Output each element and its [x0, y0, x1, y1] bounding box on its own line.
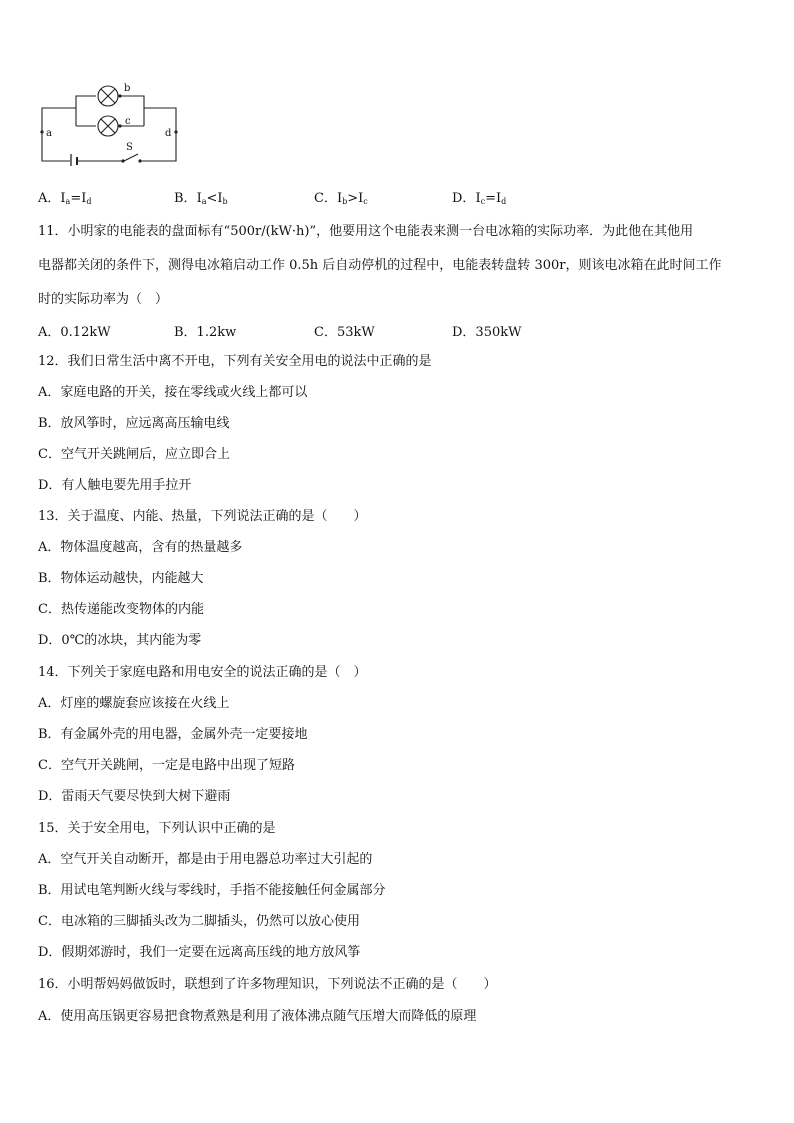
switch-blade [124, 154, 138, 161]
node-label-a: a [46, 128, 52, 139]
q11-option-a[interactable]: A．0.12kW [38, 325, 111, 340]
q10-option-a[interactable]: A．$I_a=I_d$ [38, 191, 92, 206]
q10-option-b[interactable]: B．$I_a<I_b$ [174, 191, 228, 206]
q15-option-c[interactable]: C．电冰箱的三脚插头改为二脚插头，仍然可以放心使用 [38, 914, 360, 929]
q11-stem-line-3: 时的实际功率为（ ） [38, 292, 169, 307]
q11-option-d[interactable]: D．350kW [452, 325, 522, 340]
q12-option-b[interactable]: B．放风筝时，应远离高压输电线 [38, 416, 230, 431]
node-label-c: c [125, 116, 131, 127]
q12-option-d[interactable]: D．有人触电要先用手拉开 [38, 478, 192, 493]
q13-option-a[interactable]: A．物体温度越高，含有的热量越多 [38, 540, 243, 555]
q15-stem: 15．关于安全用电，下列认识中正确的是 [38, 821, 276, 836]
q14-option-a[interactable]: A．灯座的螺旋套应该接在火线上 [38, 696, 230, 711]
q11-options [38, 321, 758, 339]
q13-option-c[interactable]: C．热传递能改变物体的内能 [38, 602, 204, 617]
node-label-d: d [165, 128, 172, 139]
q11-stem-line-2: 电器都关闭的条件下，测得电冰箱启动工作 0.5h 后自动停机的过程中，电能表转盘转 300r，则该电冰箱在此时间工作 [38, 258, 722, 273]
q11-option-c[interactable]: C．53kW [314, 325, 375, 340]
q16-stem: 16．小明帮妈妈做饭时，联想到了许多物理知识，下列说法不正确的是（ ） [38, 977, 497, 992]
q14-option-b[interactable]: B．有金属外壳的用电器，金属外壳一定要接地 [38, 727, 308, 742]
node-label-b: b [124, 83, 131, 94]
q12-stem: 12．我们日常生活中离不开电，下列有关安全用电的说法中正确的是 [38, 354, 432, 369]
q13-stem: 13．关于温度、内能、热量，下列说法正确的是（ ） [38, 509, 367, 524]
q10-option-c[interactable]: C．$I_b>I_c$ [314, 191, 368, 206]
q14-stem: 14．下列关于家庭电路和用电安全的说法正确的是（ ） [38, 665, 367, 680]
q16-option-a[interactable]: A．使用高压锅更容易把食物煮熟是利用了液体沸点随气压增大而降低的原理 [38, 1009, 477, 1024]
q10-options [38, 187, 758, 205]
q15-option-b[interactable]: B．用试电笔判断火线与零线时，手指不能接触任何金属部分 [38, 883, 386, 898]
circuit-branch-left [42, 96, 96, 132]
q13-option-d[interactable]: D．0℃的冰块，其内能为零 [38, 633, 202, 648]
q10-option-d[interactable]: D．$I_c=I_d$ [452, 191, 507, 206]
q14-option-c[interactable]: C．空气开关跳闸，一定是电路中出现了短路 [38, 758, 295, 773]
q11-stem [38, 215, 758, 317]
q11-option-b[interactable]: B．1.2kw [174, 325, 237, 340]
q11-stem-line-1: 11．小明家的电能表的盘面标有“500r/(kW·h)”，他要用这个电能表来测一台电冰箱的实际功率．为此他在其他用 [38, 224, 694, 239]
q14-option-d[interactable]: D．雷雨天气要尽快到大树下避雨 [38, 789, 231, 804]
q15-option-d[interactable]: D．假期郊游时，我们一定要在远离高压线的地方放风筝 [38, 945, 361, 960]
circuit-diagram [34, 80, 184, 166]
q13-option-b[interactable]: B．物体运动越快，内能越大 [38, 571, 204, 586]
q15-option-a[interactable]: A．空气开关自动断开，都是由于用电器总功率过大引起的 [38, 852, 373, 867]
q12-option-c[interactable]: C．空气开关跳闸后，应立即合上 [38, 447, 230, 462]
q12-option-a[interactable]: A．家庭电路的开关，接在零线或火线上都可以 [38, 385, 308, 400]
switch-label-s: S [126, 142, 133, 153]
